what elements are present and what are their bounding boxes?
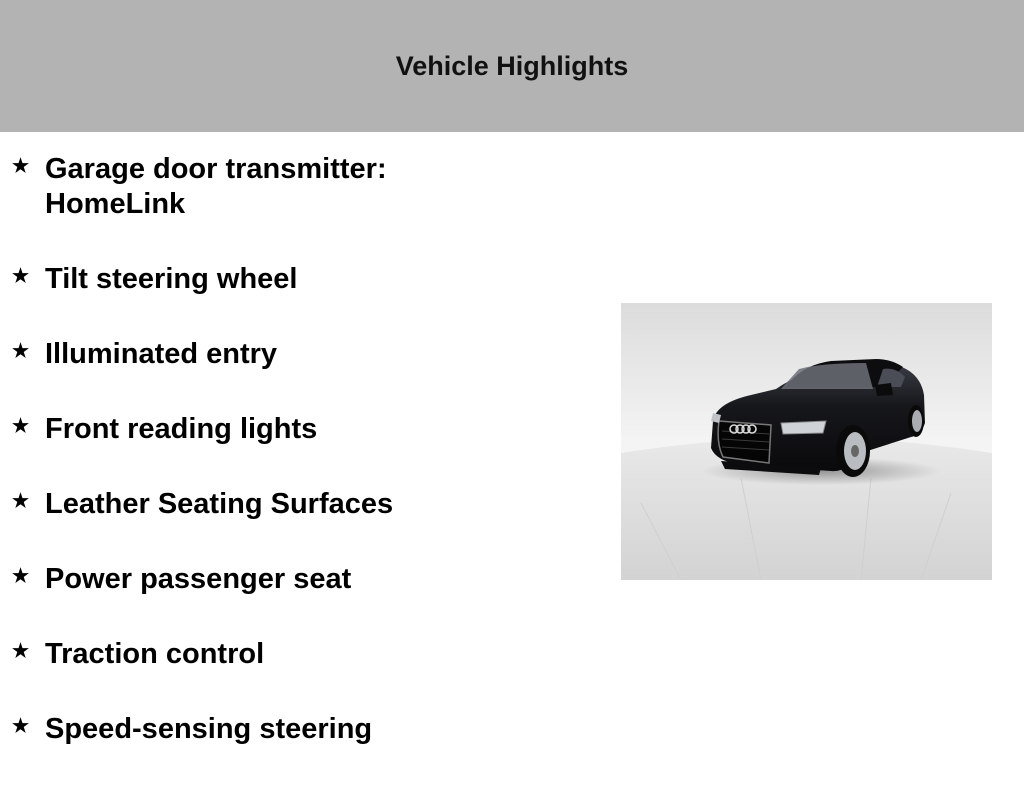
- feature-list: [12, 152, 532, 787]
- page-title: Vehicle Highlights: [395, 50, 629, 81]
- star-icon: ★: [12, 716, 30, 737]
- feature-label: Front reading lights: [45, 413, 318, 445]
- feature-label: Power passenger seat: [45, 563, 352, 595]
- car-wheel-front: [836, 425, 870, 477]
- star-icon: ★: [12, 416, 30, 437]
- star-icon: ★: [12, 156, 30, 177]
- feature-label: Garage door transmitter: HomeLink: [45, 153, 387, 220]
- star-icon: ★: [12, 491, 30, 512]
- vehicle-photo: [621, 303, 992, 580]
- car-wheel-rear: [908, 405, 924, 437]
- feature-label: Speed-sensing steering: [45, 713, 373, 745]
- feature-label: Traction control: [45, 638, 265, 670]
- list-item: [12, 637, 532, 672]
- star-icon: ★: [12, 641, 30, 662]
- car-headlight: [781, 421, 826, 434]
- list-item: [12, 337, 532, 372]
- star-icon: ★: [12, 341, 30, 362]
- list-item: [12, 152, 532, 222]
- star-icon: ★: [12, 566, 30, 587]
- list-item: [12, 562, 532, 597]
- list-item: [12, 412, 532, 447]
- feature-label: Illuminated entry: [45, 338, 278, 370]
- feature-label: Tilt steering wheel: [45, 263, 298, 295]
- list-item: [12, 487, 532, 522]
- header-bar: [0, 0, 1024, 132]
- star-icon: ★: [12, 266, 30, 287]
- list-item: [12, 712, 532, 747]
- feature-label: Leather Seating Surfaces: [45, 488, 394, 520]
- list-item: [12, 262, 532, 297]
